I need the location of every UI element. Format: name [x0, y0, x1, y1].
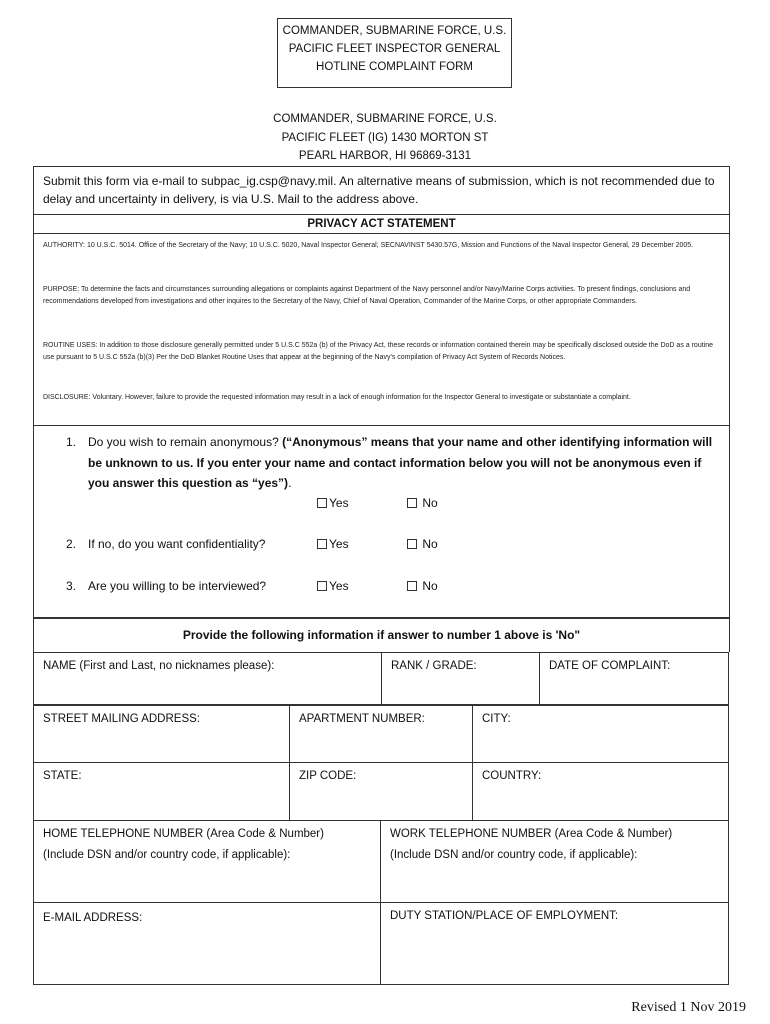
home-phone-label: HOME TELEPHONE NUMBER (Area Code & Number)	[43, 828, 324, 840]
privacy-divider	[33, 425, 730, 426]
q1-yes-option[interactable]	[317, 496, 349, 510]
work-phone-note: (Include DSN and/or country code, if applicable):	[390, 848, 638, 861]
q2-no-label: No	[422, 537, 438, 551]
title-line-2: PACIFIC FLEET INSPECTOR GENERAL	[288, 43, 501, 55]
contact-info-heading: Provide the following information if answer to number 1 above is 'No"	[33, 618, 730, 652]
question-1-tail: .	[288, 476, 292, 490]
q1-yes-checkbox[interactable]	[317, 498, 327, 508]
mailing-address	[0, 110, 770, 166]
q2-yes-checkbox[interactable]	[317, 539, 327, 549]
state-label: STATE:	[43, 770, 82, 782]
name-label: NAME (First and Last, no nicknames please):	[43, 660, 275, 672]
address-line-1: COMMANDER, SUBMARINE FORCE, U.S.	[273, 113, 497, 125]
city-label: CITY:	[482, 713, 511, 725]
privacy-act-heading: PRIVACY ACT STATEMENT	[33, 214, 730, 234]
q1-no-label: No	[422, 496, 438, 510]
work-phone-field[interactable]	[380, 820, 729, 903]
country-field[interactable]	[472, 762, 729, 821]
question-1-prompt: Do you wish to remain anonymous?	[88, 435, 283, 449]
question-3-number: 3.	[66, 579, 77, 593]
q2-no-option[interactable]	[407, 537, 438, 551]
street-address-field[interactable]	[33, 705, 290, 763]
country-label: COUNTRY:	[482, 770, 542, 782]
zip-field[interactable]	[289, 762, 473, 821]
date-label: DATE OF COMPLAINT:	[549, 660, 671, 672]
title-line-1: COMMANDER, SUBMARINE FORCE, U.S.	[282, 25, 507, 37]
q3-no-label: No	[422, 579, 438, 593]
name-field[interactable]	[33, 652, 382, 705]
q1-yes-label: Yes	[329, 496, 349, 510]
city-field[interactable]	[472, 705, 729, 763]
email-field[interactable]	[33, 902, 381, 985]
work-phone-label: WORK TELEPHONE NUMBER (Area Code & Number)	[390, 828, 673, 840]
title-line-3: HOTLINE COMPLAINT FORM	[316, 61, 473, 73]
q3-no-checkbox[interactable]	[407, 581, 417, 591]
privacy-disclosure: DISCLOSURE: Voluntary. However, failure to provide the requested information may result in a lack of enough information for the Inspector General to investigate or substantiate a complaint.	[43, 394, 631, 401]
q2-yes-label: Yes	[329, 537, 349, 551]
q3-yes-option[interactable]	[317, 579, 349, 593]
question-1-number: 1.	[66, 435, 77, 449]
email-label: E-MAIL ADDRESS:	[43, 912, 143, 924]
duty-station-field[interactable]	[380, 902, 729, 985]
submission-instructions: Submit this form via e-mail to subpac_ig.csp@navy.mil. An alternative means of submission, which is not recommended due to delay and uncertainty in delivery, is via U.S. Mail to the address above.	[43, 174, 715, 206]
privacy-purpose: PURPOSE: To determine the facts and circumstances surrounding allegations or complaints against Department of the Navy personnel and/or Navy/Marine Corps activities. To present findings, conclusions and recommendations developed from investigations and other inquires to the Secretary of the Navy, Chief of Naval Operation, Commander of the Marine Corps, or other appropriate Commanders.	[43, 286, 691, 305]
q2-yes-option[interactable]	[317, 537, 349, 551]
question-1-text	[88, 432, 718, 494]
q1-no-option[interactable]	[407, 496, 438, 510]
home-phone-note: (Include DSN and/or country code, if applicable):	[43, 848, 291, 861]
q3-yes-checkbox[interactable]	[317, 581, 327, 591]
q3-no-option[interactable]	[407, 579, 438, 593]
question-3-text: Are you willing to be interviewed?	[88, 579, 267, 593]
question-1-note: (“Anonymous” means that your name and other identifying information will be unknown to us. If you enter your name and contact information below you will not be anonymous even if you answer this question as “yes”)	[88, 435, 713, 490]
home-phone-field[interactable]	[33, 820, 381, 903]
q1-no-checkbox[interactable]	[407, 498, 417, 508]
apartment-label: APARTMENT NUMBER:	[299, 713, 425, 725]
privacy-routine-uses: ROUTINE USES: In addition to those disclosure generally permitted under 5 U.S.C 552a (b) of the Privacy Act, these records or information contained therein may be specifically disclosed outside the DoD as a routine use pursuant to 5 U.S.C 552a (b)(3) Per the DoD Blanket Routine Uses that appear at the beginning of the Navy's compilation of Privacy Act System of Records Notices.	[43, 342, 714, 361]
form-title-box	[277, 18, 512, 88]
rank-field[interactable]	[381, 652, 540, 705]
revision-date: Revised 1 Nov 2019	[631, 1000, 746, 1015]
address-line-2: PACIFIC FLEET (IG) 1430 MORTON ST	[281, 131, 489, 144]
question-2-text: If no, do you want confidentiality?	[88, 537, 266, 551]
address-line-3: PEARL HARBOR, HI 96869-3131	[298, 150, 472, 162]
date-field[interactable]	[539, 652, 729, 705]
zip-label: ZIP CODE:	[299, 770, 357, 782]
rank-label: RANK / GRADE:	[391, 660, 477, 672]
privacy-authority: AUTHORITY: 10 U.S.C. 5014. Office of the Secretary of the Navy; 10 U.S.C. 5020, Naval Inspector General; SECNAVINST 5430.57G, Mission and Functions of the Naval Inspector General, 29 December 2005.	[43, 242, 694, 249]
state-field[interactable]	[33, 762, 290, 821]
apartment-field[interactable]	[289, 705, 473, 763]
q3-yes-label: Yes	[329, 579, 349, 593]
duty-station-label: DUTY STATION/PLACE OF EMPLOYMENT:	[390, 910, 619, 922]
q2-no-checkbox[interactable]	[407, 539, 417, 549]
question-2-number: 2.	[66, 537, 77, 551]
street-address-label: STREET MAILING ADDRESS:	[43, 713, 200, 725]
